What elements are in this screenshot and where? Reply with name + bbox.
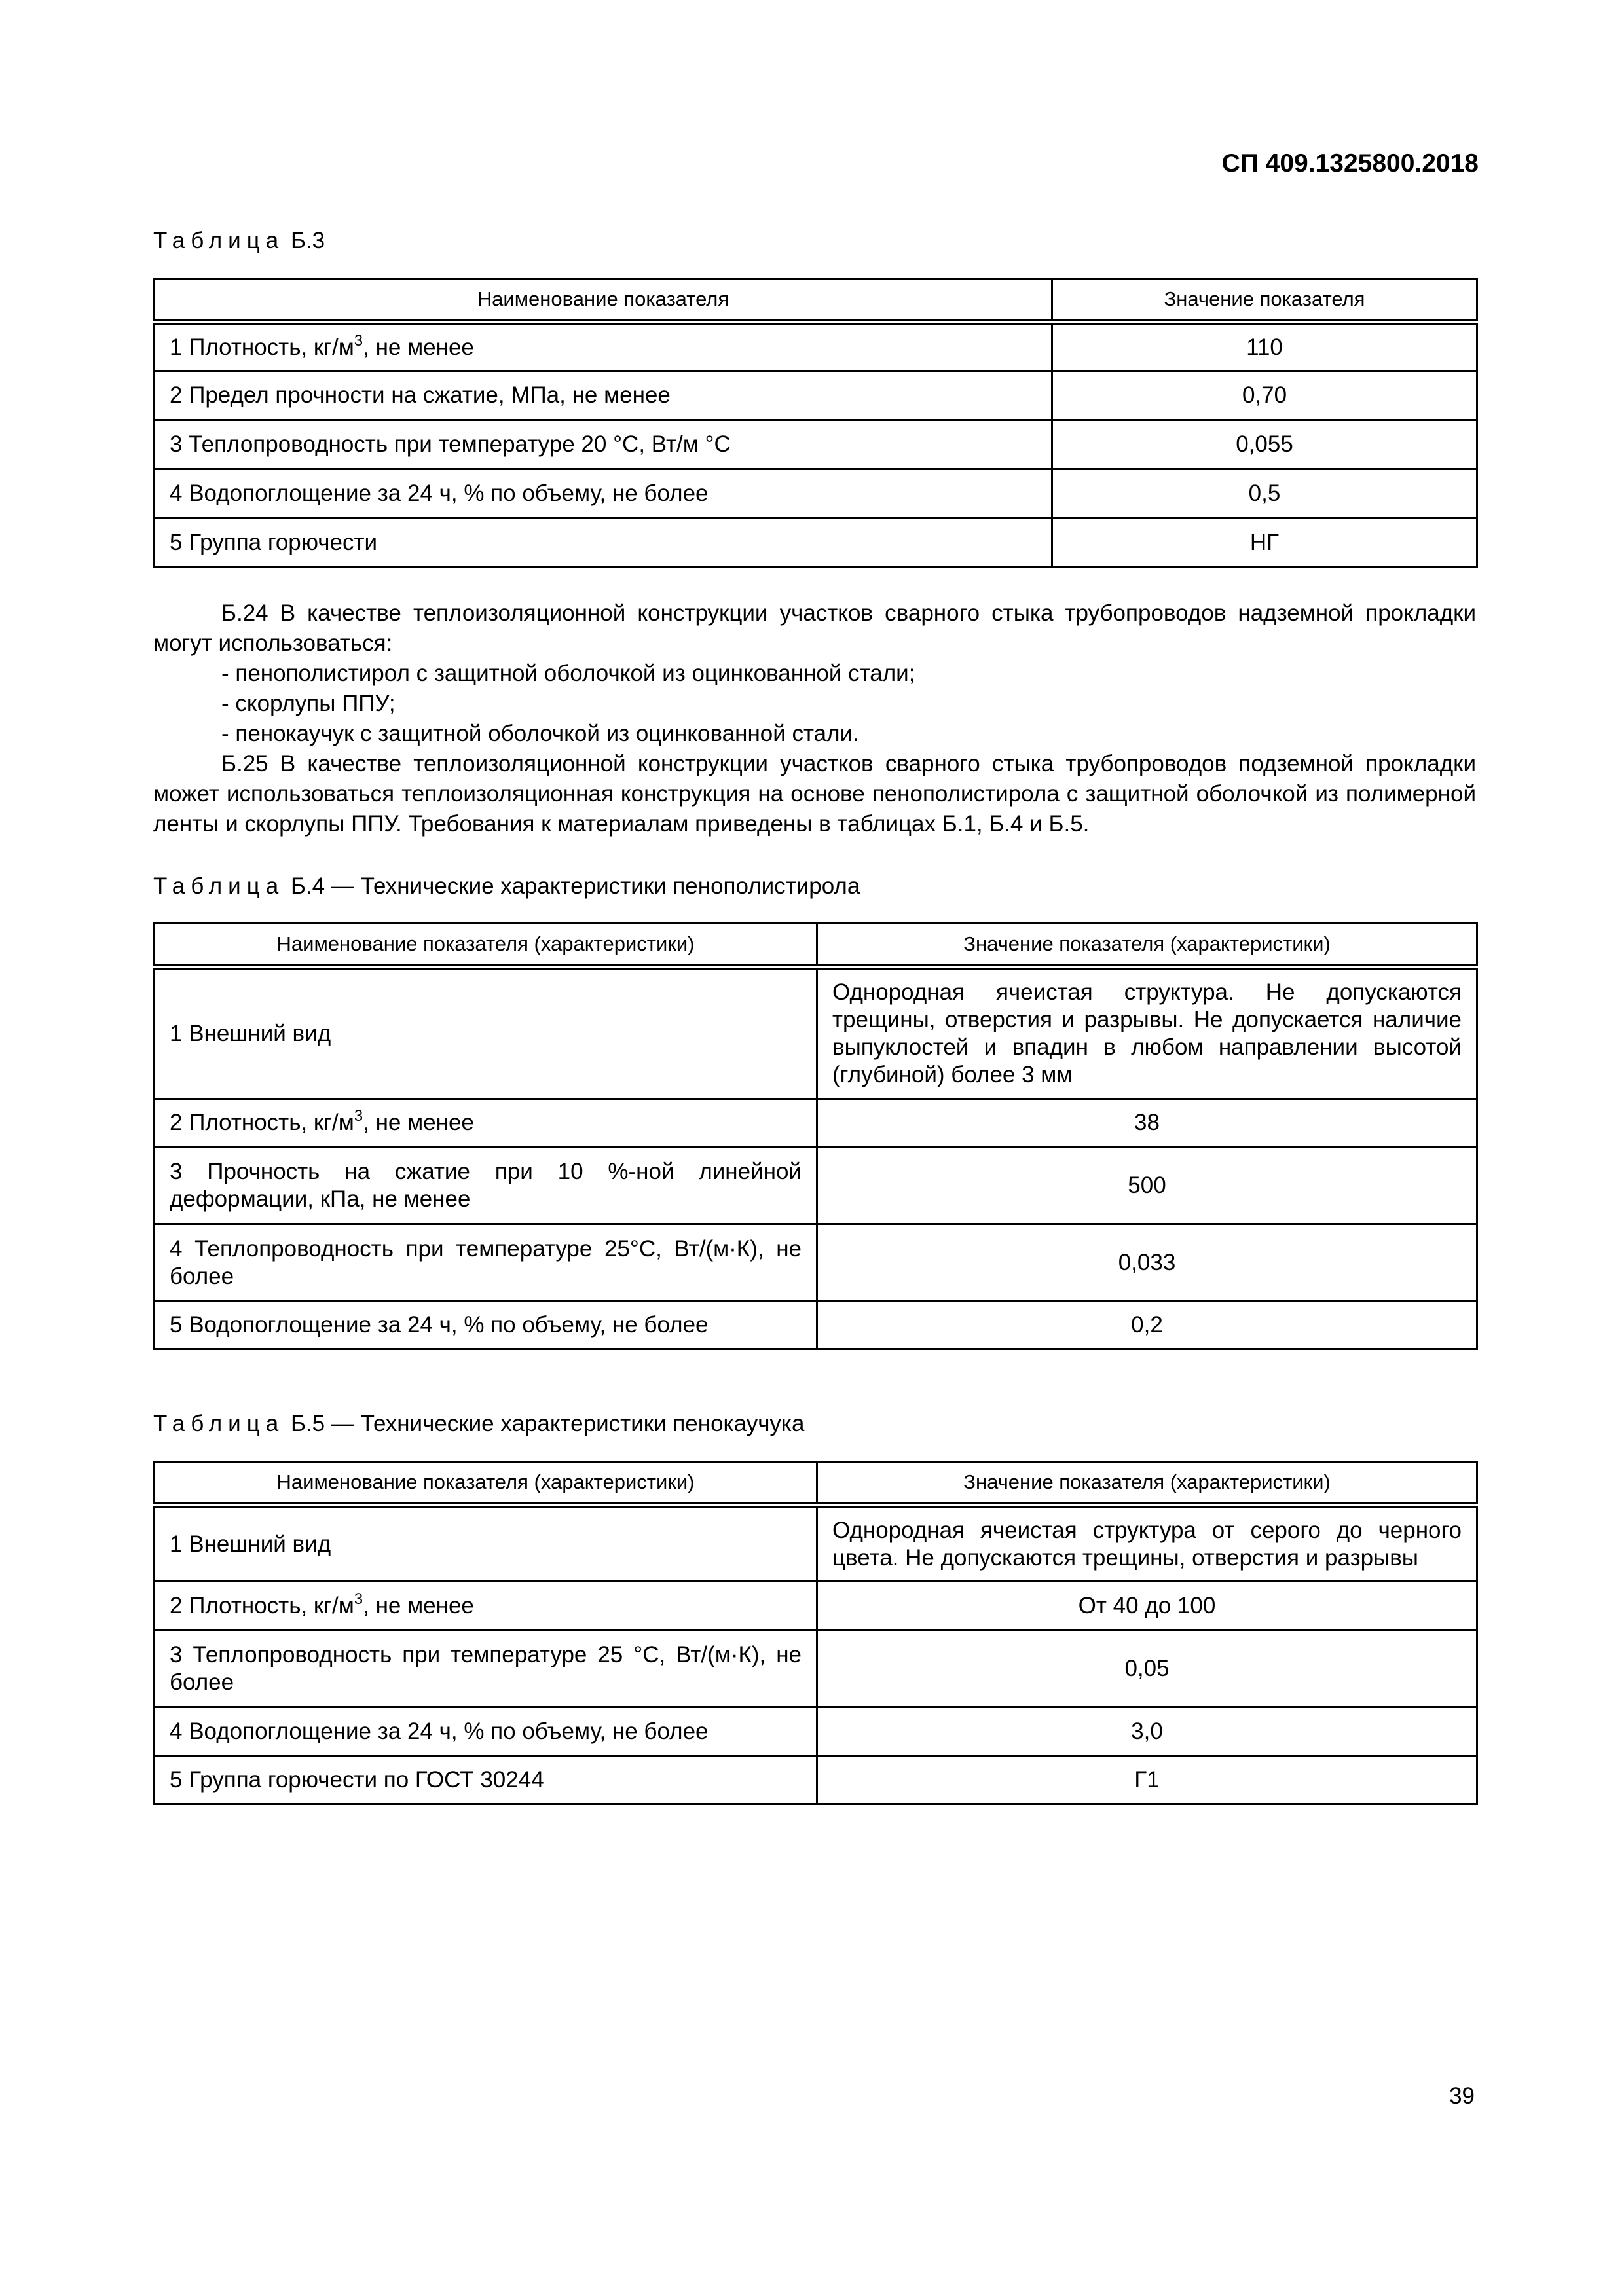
row-name: 1 Плотность, $кг/м^3$, не менее <box>155 322 1052 371</box>
table-b3-caption <box>153 228 325 254</box>
paragraph-b24: Б.24 В качестве теплоизоляционной конструкции участков сварного стыка трубопроводов надземной прокладки могут использоваться: <box>153 600 1476 656</box>
page-number: 39 <box>1449 2083 1475 2109</box>
table-b4 <box>153 922 1478 1350</box>
table-label: Таблица <box>153 1411 285 1436</box>
row-value: От 40 до 100 <box>817 1582 1477 1630</box>
row-name: 2 Плотность, $кг/м^3$, не менее <box>155 1099 817 1147</box>
table-row <box>155 1582 1477 1630</box>
row-value: 0,2 <box>817 1302 1477 1349</box>
table-row <box>155 1630 1477 1707</box>
table-row <box>155 1302 1477 1349</box>
row-name: 4 Водопоглощение за 24 ч, % по объему, не более <box>155 469 1052 519</box>
table-row <box>155 1147 1477 1224</box>
column-header: Наименование показателя (характеристики) <box>155 1462 817 1505</box>
row-name: 3 Теплопроводность при температуре 25 °С, Вт/(м·К), не более <box>155 1630 817 1707</box>
row-value: НГ <box>1052 519 1477 568</box>
row-value: Однородная ячеистая структура от серого до черного цвета. Не допускаются трещины, отверстия и разрывы <box>817 1505 1477 1582</box>
row-name: 3 Прочность на сжатие при 10 %-ной линейной деформации, кПа, не менее <box>155 1147 817 1224</box>
table-number: Б.4 <box>290 873 325 899</box>
row-value: 0,033 <box>817 1224 1477 1302</box>
table-b4-caption <box>153 873 860 900</box>
list-item: - пенополистирол с защитной оболочкой из оцинкованной стали; <box>221 661 915 686</box>
row-name: 1 Внешний вид <box>155 967 817 1099</box>
column-header: Наименование показателя <box>155 279 1052 322</box>
table-row <box>155 1505 1477 1582</box>
row-value: 110 <box>1052 322 1477 371</box>
table-row <box>155 1224 1477 1302</box>
column-header: Значение показателя (характеристики) <box>817 923 1477 967</box>
row-value: 0,5 <box>1052 469 1477 519</box>
row-name: 5 Группа горючести по ГОСТ 30244 <box>155 1756 817 1804</box>
column-header: Значение показателя <box>1052 279 1477 322</box>
table-row <box>155 967 1477 1099</box>
table-row <box>155 322 1477 371</box>
row-value: 3,0 <box>817 1707 1477 1756</box>
row-name: 4 Водопоглощение за 24 ч, % по объему, не более <box>155 1707 817 1756</box>
table-label: Таблица <box>153 873 285 899</box>
paragraph-b25: Б.25 В качестве теплоизоляционной конструкции участков сварного стыка трубопроводов подземной прокладки может использоваться теплоизоляционная конструкция на основе пенополистирола с защитной оболочкой из полимерной ленты и скорлупы ППУ. Требования к материалам приведены в таблицах Б.1, Б.4 и Б.5. <box>153 751 1476 837</box>
table-b3 <box>153 278 1478 568</box>
table-row <box>155 1099 1477 1147</box>
row-value: 500 <box>817 1147 1477 1224</box>
row-name: 3 Теплопроводность при температуре 20 °С, Вт/м °С <box>155 420 1052 469</box>
table-row <box>155 519 1477 568</box>
row-value: 0,70 <box>1052 371 1477 420</box>
table-row <box>155 469 1477 519</box>
row-value: 38 <box>817 1099 1477 1147</box>
row-name: 4 Теплопроводность при температуре 25°С, Вт/(м·К), не более <box>155 1224 817 1302</box>
row-name: 1 Внешний вид <box>155 1505 817 1582</box>
document-code: СП 409.1325800.2018 <box>1221 149 1479 177</box>
table-row <box>155 371 1477 420</box>
row-name: 5 Водопоглощение за 24 ч, % по объему, не более <box>155 1302 817 1349</box>
column-header: Наименование показателя (характеристики) <box>155 923 817 967</box>
list-item: - скорлупы ППУ; <box>221 691 396 716</box>
table-row <box>155 420 1477 469</box>
table-row <box>155 1756 1477 1804</box>
table-number: Б.3 <box>290 228 325 253</box>
table-number: Б.5 <box>290 1411 325 1436</box>
row-name: 2 Предел прочности на сжатие, МПа, не менее <box>155 371 1052 420</box>
column-header: Значение показателя (характеристики) <box>817 1462 1477 1505</box>
row-value: Г1 <box>817 1756 1477 1804</box>
table-b5 <box>153 1461 1478 1805</box>
table-title: — Технические характеристики пенополистирола <box>325 873 860 899</box>
body-text <box>153 598 1476 839</box>
row-value: 0,055 <box>1052 420 1477 469</box>
list-item: - пенокаучук с защитной оболочкой из оцинкованной стали. <box>221 721 859 746</box>
table-title: — Технические характеристики пенокаучука <box>325 1411 805 1436</box>
row-value: 0,05 <box>817 1630 1477 1707</box>
row-name: 5 Группа горючести <box>155 519 1052 568</box>
row-value: Однородная ячеистая структура. Не допускаются трещины, отверстия и разрывы. Не допускается наличие выпуклостей и впадин в любом направлении высотой (глубиной) более 3 мм <box>817 967 1477 1099</box>
row-name: 2 Плотность, $кг/м^3$, не менее <box>155 1582 817 1630</box>
table-row <box>155 1707 1477 1756</box>
table-label: Таблица <box>153 228 285 253</box>
table-b5-caption <box>153 1411 804 1437</box>
